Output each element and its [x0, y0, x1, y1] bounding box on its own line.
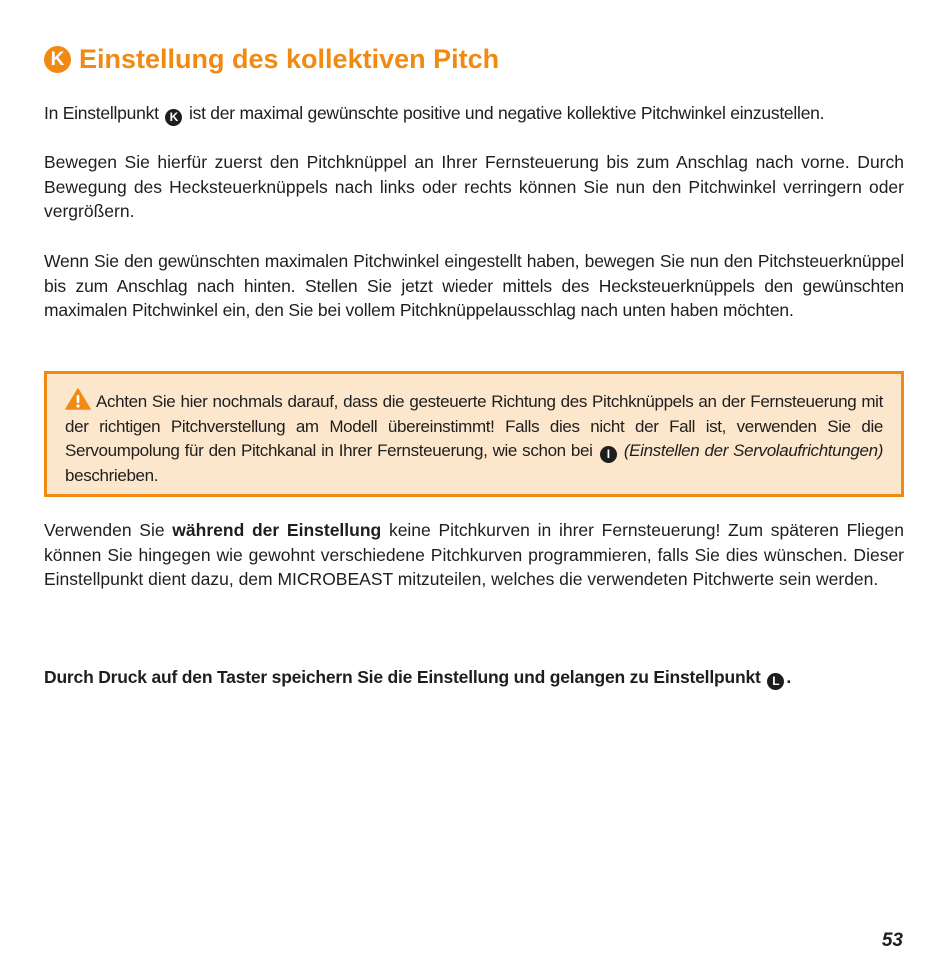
paragraph3-emphasis: während der Einstellung	[172, 520, 382, 540]
warning-text	[65, 388, 883, 488]
paragraph3-after: keine Pitchkurven in ihrer Fernsteuerung! Zum späteren Fliegen können Sie hingegen wie gewohnt verschiedene Pitchkurven programmieren, falls Sie dies wünschen. Dieser Einstellpunkt dient dazu, dem MICROBEAST mitzuteilen, welches die verwendeten Pitchwerte sein werden.	[44, 520, 904, 590]
intro-paragraph	[44, 101, 904, 126]
step-k-badge-icon: K	[44, 46, 71, 73]
instruction-paragraph-2: Wenn Sie den gewünschten maximalen Pitchwinkel eingestellt haben, bewegen Sie nun den Pitchsteuerknüppel bis zum Anschlag nach hinten. Stellen Sie jetzt wieder mittels des Hecksteuerknüppels den gewünschten maximalen Pitchwinkel ein, den Sie bei vollem Pitchknüppelausschlag nach unten haben möchten.	[44, 251, 904, 321]
paragraph3-before: Verwenden Sie	[44, 520, 165, 540]
warning-icon	[65, 388, 91, 410]
instruction-paragraph-3	[44, 518, 904, 592]
step-k-inline-badge-icon: K	[165, 109, 182, 126]
instruction-paragraph-1: Bewegen Sie hierfür zuerst den Pitchknüppel an Ihrer Fernsteuerung bis zum Anschlag nach vorne. Durch Bewegung des Hecksteuerknüppels nach links oder rechts können Sie nun den Pitchwinkel verringern oder vergrößern.	[44, 152, 904, 222]
intro-text-before: In Einstellpunkt	[44, 103, 159, 123]
warning-body: Achten Sie hier nochmals darauf, dass die gesteuerte Richtung des Pitchknüppels an der Fernsteuerung mit der richtigen Pitchverstellung am Modell übereinstimmt! Falls dies nicht der Fall ist, verwenden Sie die Servoumpolung für den Pitchkanal in Ihrer Fernsteuerung, wie schon bei	[65, 392, 883, 461]
page-number: 53	[881, 930, 903, 951]
warning-reference: (Einstellen der Servolaufrichtungen)	[623, 441, 884, 461]
warning-box	[44, 371, 904, 497]
warning-text-end: beschrieben.	[65, 465, 159, 485]
final-period: .	[786, 667, 791, 687]
section-title: Einstellung des kollektiven Pitch	[79, 44, 500, 74]
final-instruction	[44, 665, 924, 690]
section-heading	[44, 44, 499, 75]
step-l-badge-icon: L	[767, 673, 784, 690]
final-text: Durch Druck auf den Taster speichern Sie die Einstellung und gelangen zu Einstellpunkt	[44, 667, 761, 687]
step-i-badge-icon: I	[600, 446, 617, 463]
intro-text-after: ist der maximal gewünschte positive und negative kollektive Pitchwinkel einzustellen.	[188, 103, 825, 123]
